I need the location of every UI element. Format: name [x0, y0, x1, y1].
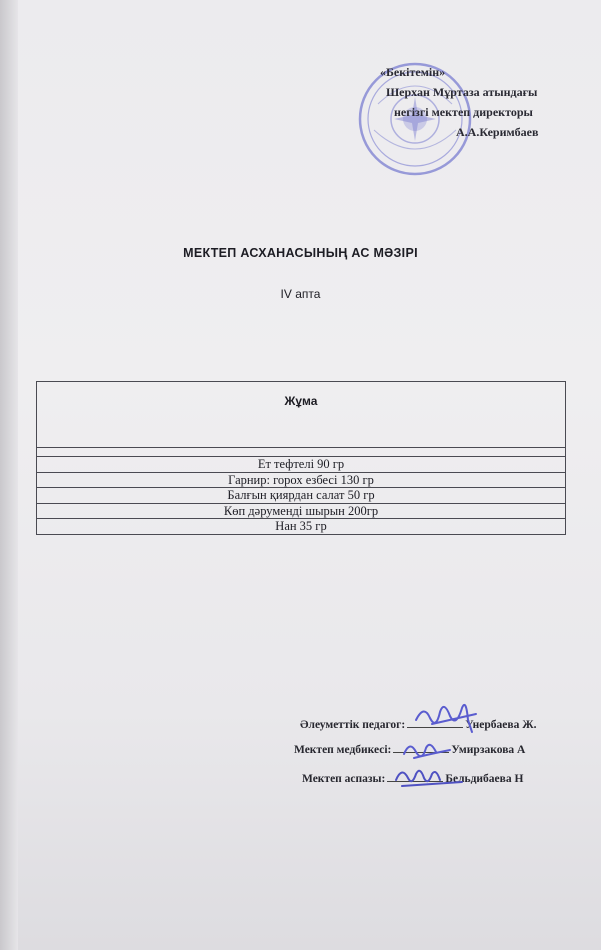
signature-role: Әлеуметтік педагог:: [300, 719, 406, 731]
menu-item: Нан 35 гр: [37, 519, 566, 535]
approval-heading: «Бекітемін»: [380, 65, 446, 79]
signature-role: Мектеп медбикесі:: [294, 744, 392, 756]
approval-director-name: А.А.Керимбаев: [456, 125, 539, 139]
signature-name: Умирзакова А: [451, 744, 526, 756]
menu-spacer-row: [37, 448, 566, 457]
menu-day-label: Жұма: [37, 382, 566, 448]
week-label: IV апта: [280, 287, 321, 301]
menu-item: Гарнир: горох езбесі 130 гр: [37, 472, 566, 488]
menu-day-row: [37, 382, 566, 448]
menu-item-row: [37, 472, 566, 488]
handwritten-signature-icon: [410, 690, 490, 740]
page-edge-shadow: [0, 0, 18, 950]
handwritten-signature-icon: [392, 764, 472, 792]
document-title: МЕКТЕП АСХАНАСЫНЫҢ АС МӘЗІРІ: [183, 246, 418, 260]
signature-name: Унербаева Ж.: [465, 719, 537, 731]
handwritten-signature-icon: [400, 736, 460, 766]
approval-block: [380, 62, 595, 142]
menu-item: Көп дәруменді шырын 200гр: [37, 503, 566, 519]
menu-item-row: [37, 519, 566, 535]
menu-table: [36, 381, 566, 535]
menu-item-row: [37, 488, 566, 504]
approval-school: Шерхан Мұртаза атындағы: [386, 85, 538, 99]
menu-item-row: [37, 503, 566, 519]
approval-position: негізгі мектеп директоры: [394, 105, 533, 119]
signature-name: Бельдибаева Н: [445, 773, 524, 785]
menu-item-row: [37, 457, 566, 473]
signature-role: Мектеп аспазы:: [302, 773, 386, 785]
menu-item: Ет тефтелі 90 гр: [37, 457, 566, 473]
menu-item: Балғын қиярдан салат 50 гр: [37, 488, 566, 504]
